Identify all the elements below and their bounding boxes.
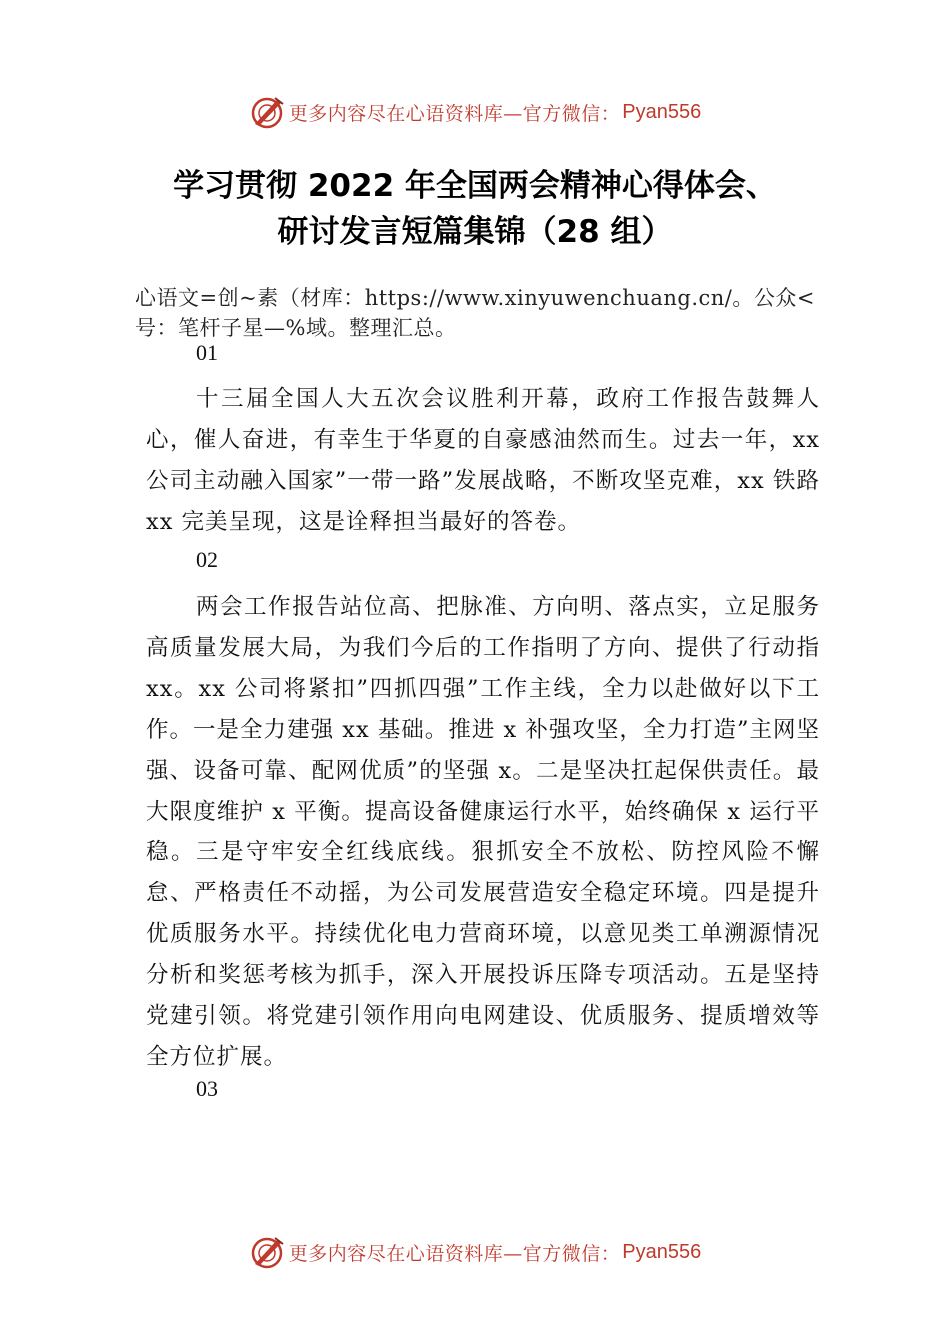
banner-wechat-id: Pyan556 [622, 1240, 702, 1263]
source-note: 心语文=创~素（材库：https://www.xinyuwenchuang.cn/。公众<号：笔杆子星—%域。整理汇总。 [135, 286, 815, 340]
banner-text: 更多内容尽在心语资料库—官方微信： [288, 1242, 621, 1265]
section-paragraph: 两会工作报告站位高、把脉准、方向明、落点实，立足服务高质量发展大局，为我们今后的工作指明了方向、提供了行动指 xx。xx 公司将紧扣”四抓四强”工作主线，全力以赴做好以下工作。一是全力建强 xx 基础。推进 x 补强攻坚，全力打造”主网坚强、设备可靠、配网优质”的坚强 x。二是坚决扛起保供责任。最大限度维护 x 平衡。提高设备健康运行水平，始终确保 x 运行平稳。三是守牢安全红线底线。狠抓安全不放松、防控风险不懈怠、严格责任不动摇，为公司发展营造安全稳定环境。四是提升优质服务水平。持续优化电力营商环境，以意见类工单溯源情况分析和奖惩考核为抓手，深入开展投诉压降专项活动。五是坚持党建引领。将党建引领作用向电网建设、优质服务、提质增效等全方位扩展。 [146, 594, 820, 1070]
pen-logo-icon [249, 1234, 285, 1270]
banner-wechat-id: Pyan556 [622, 100, 702, 123]
section-number: 02 [196, 547, 218, 572]
pen-logo-icon [249, 94, 285, 130]
section-number: 03 [196, 1076, 218, 1101]
document-title-line-1: 学习贯彻 2022 年全国两会精神心得体会、 [173, 168, 777, 204]
header-banner [0, 92, 950, 132]
footer-banner [0, 1232, 950, 1272]
document-title-line-2: 研讨发言短篇集锦（28 组） [277, 214, 673, 250]
section-number: 01 [196, 340, 218, 365]
banner-text: 更多内容尽在心语资料库—官方微信： [288, 102, 621, 125]
section-paragraph: 十三届全国人大五次会议胜利开幕，政府工作报告鼓舞人心，催人奋进，有幸生于华夏的自豪感油然而生。过去一年，xx 公司主动融入国家”一带一路”发展战略，不断攻坚克难，xx 铁路 xx 完美呈现，这是诠释担当最好的答卷。 [146, 386, 820, 535]
